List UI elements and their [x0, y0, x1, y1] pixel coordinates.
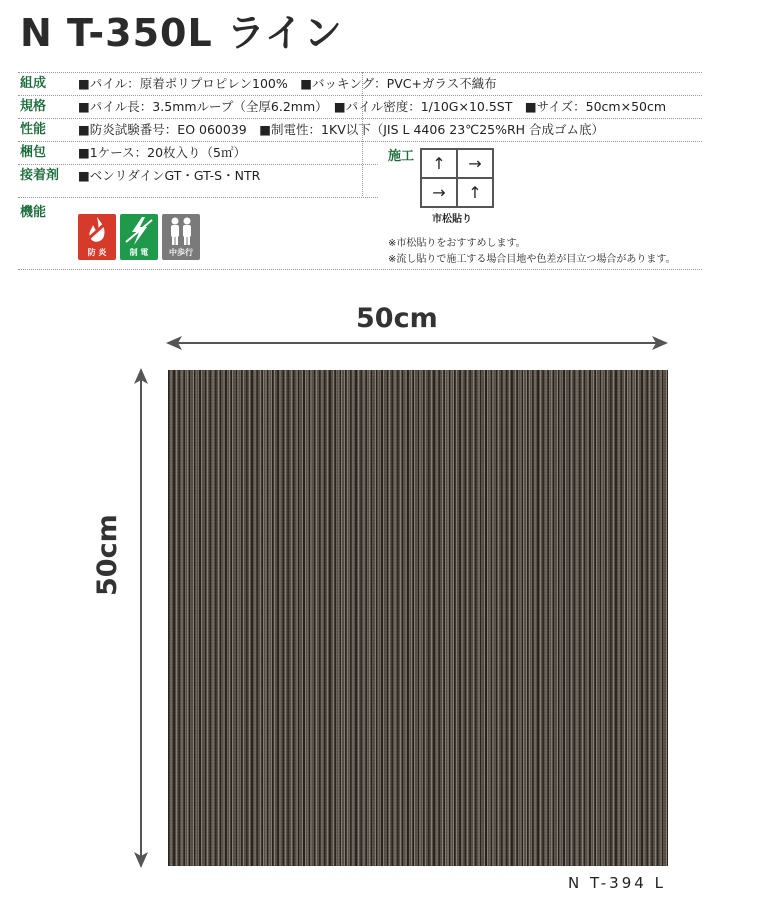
fire-retardant-icon: [78, 214, 116, 260]
medium-traffic-icon: [162, 214, 200, 260]
divider: [18, 197, 378, 198]
spec-row-standard: [18, 96, 702, 118]
spec-label: 組成: [20, 76, 47, 91]
spec-row-packing: [18, 142, 378, 164]
spec-label: 規格: [20, 99, 47, 114]
flame-icon: [78, 214, 116, 248]
spec-value: ■ベンリダインGT・GT-S・NTR: [78, 168, 261, 183]
grid-arrow-right: →: [421, 178, 457, 207]
spec-row-performance: [18, 119, 702, 141]
grid-arrow-right: →: [457, 149, 493, 178]
height-arrow: [140, 370, 142, 866]
grid-arrow-up: ↑: [457, 178, 493, 207]
installation-caption: 市松貼り: [432, 214, 472, 225]
spec-row-composition: [18, 73, 702, 95]
width-arrow: [168, 342, 666, 344]
installation-note: ※流し貼りで施工する場合目地や色差が目立つ場合があります。: [388, 254, 676, 265]
grid-arrow-up: ↑: [421, 149, 457, 178]
carpet-tile-sample: [168, 370, 668, 866]
spec-value: ■1ケース：20枚入り（5㎡）: [78, 145, 246, 160]
height-label: 50cm: [92, 514, 123, 596]
product-code: N T-394 L: [568, 874, 666, 892]
installation-label: 施工: [388, 149, 415, 164]
icon-caption: 制 電: [129, 248, 149, 257]
spec-label: 性能: [20, 122, 47, 137]
antistatic-icon: [120, 214, 158, 260]
people-icon: [162, 214, 200, 248]
column-divider: [362, 72, 363, 196]
installation-note: ※市松貼りをおすすめします。: [388, 238, 526, 249]
spec-value: ■防炎試験番号：EO 060039 ■制電性：1KV以下（JIS L 4406 23℃25%RH 合成ゴム底）: [78, 122, 605, 137]
icon-caption: 中歩行: [169, 248, 193, 257]
spec-label: 機能: [20, 205, 47, 220]
arrow-up-icon: [133, 366, 149, 384]
spec-label: 接着剤: [20, 168, 60, 183]
spec-value: ■パイル長：3.5mmループ（全厚6.2mm） ■パイル密度：1/10G×10.5ST ■サイズ：50cm×50cm: [78, 99, 667, 114]
arrow-left-icon: [164, 335, 182, 351]
lightning-icon: [120, 214, 158, 248]
width-label: 50cm: [356, 303, 438, 334]
spec-value: ■パイル：原着ポリプロピレン100% ■バッキング：PVC+ガラス不織布: [78, 76, 497, 91]
spec-row-adhesive: [18, 165, 378, 187]
arrow-right-icon: [652, 335, 670, 351]
arrow-down-icon: [133, 852, 149, 870]
page-title: N T-350L ライン: [20, 11, 343, 55]
divider: [18, 269, 702, 270]
spec-label: 梱包: [20, 145, 47, 160]
installation-pattern-grid: [420, 148, 494, 208]
icon-caption: 防 炎: [87, 248, 107, 257]
